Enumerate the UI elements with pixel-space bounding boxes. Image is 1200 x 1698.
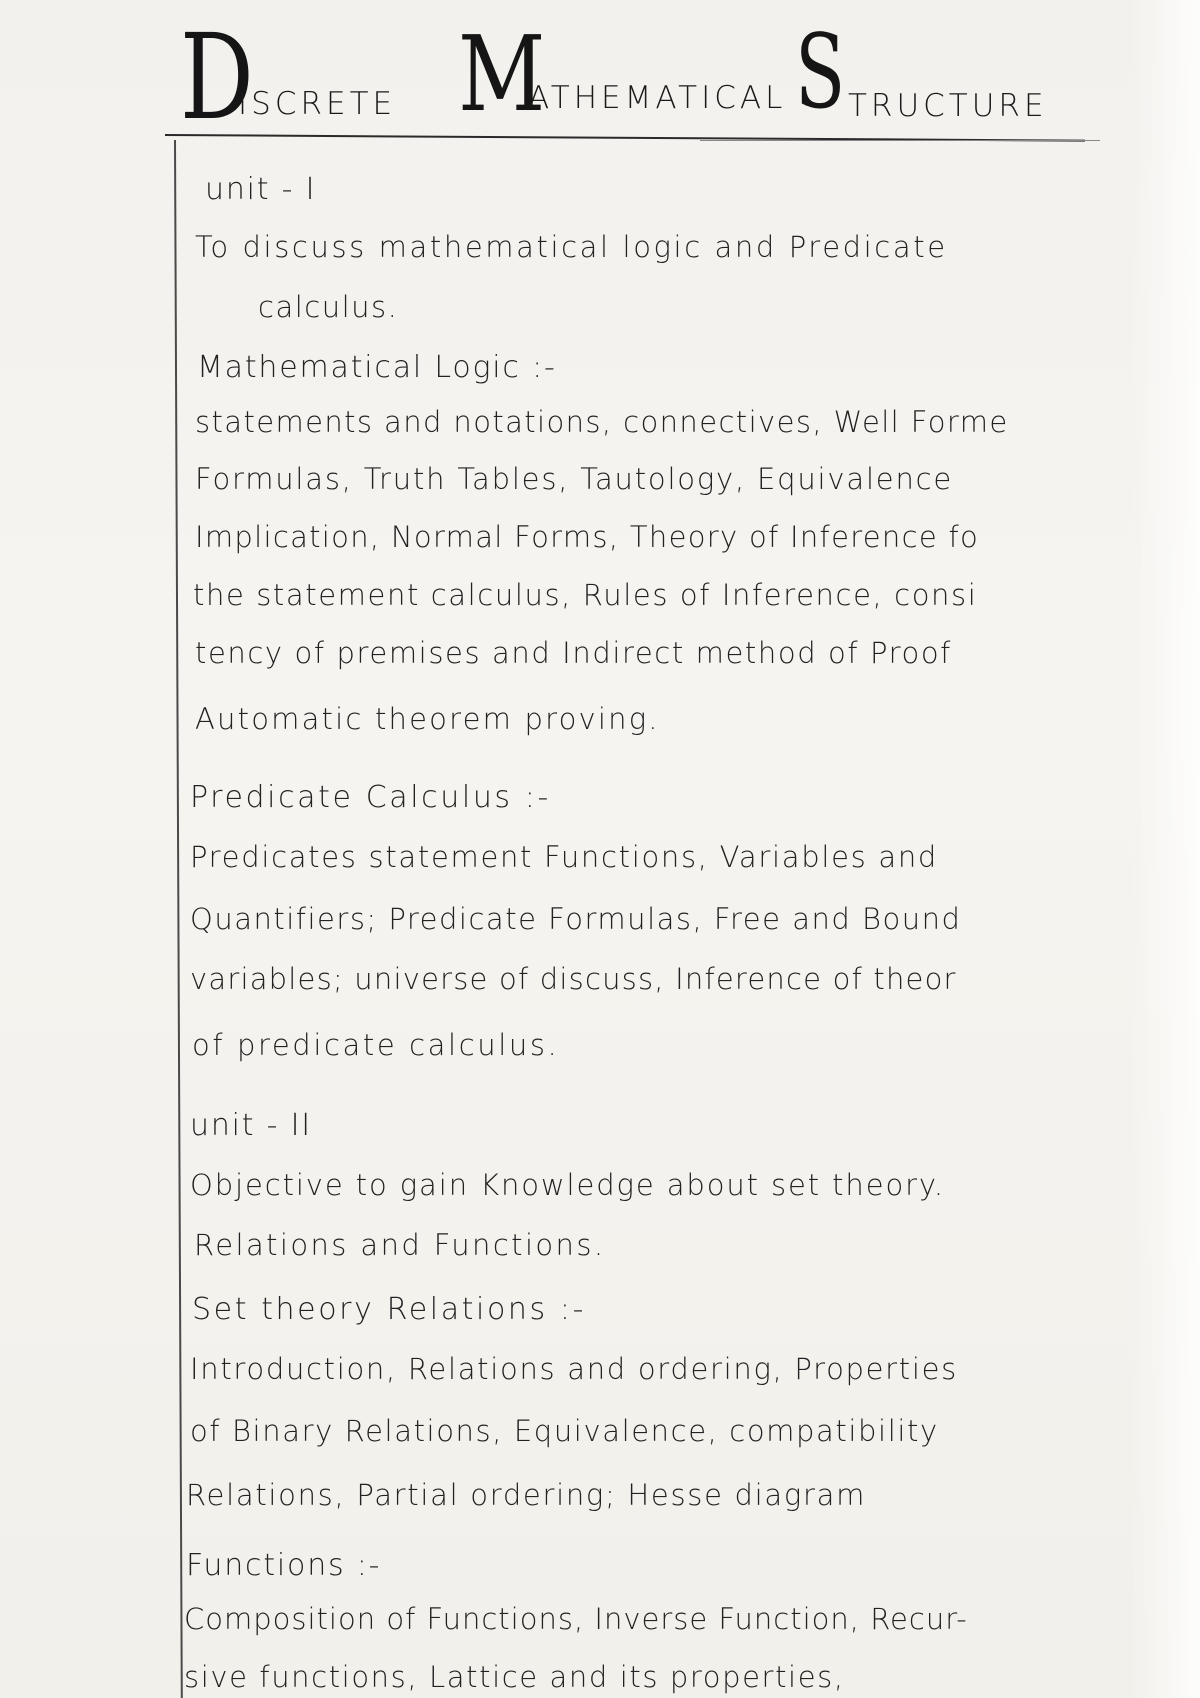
note-line: the statement calculus, Rules of Inference, consi <box>193 578 978 612</box>
note-line: sive functions, Lattice and its properties, <box>184 1660 845 1694</box>
note-line: of Binary Relations, Equivalence, compatibility <box>190 1414 939 1448</box>
note-line: Composition of Functions, Inverse Function, Recur- <box>184 1602 968 1636</box>
unit-1-heading: unit - I <box>205 172 317 207</box>
unit-2-heading: unit - II <box>190 1108 312 1143</box>
note-line: of predicate calculus. <box>192 1028 560 1062</box>
title-word-discrete: ISCRETE <box>238 86 397 122</box>
note-line: tency of premises and Indirect method of Proof <box>195 636 952 670</box>
note-line: Relations and Functions. <box>194 1228 606 1262</box>
mathematical-logic-heading: Mathematical Logic :- <box>197 350 557 385</box>
note-line: Predicates statement Functions, Variables and <box>190 840 939 874</box>
title-word-structure: TRUCTURE <box>848 88 1048 124</box>
note-line: Objective to gain Knowledge about set theory. <box>190 1168 945 1202</box>
title-initial-m: M <box>458 13 546 135</box>
note-line: Automatic theorem proving. <box>195 702 660 736</box>
title-word-mathematical: ATHEMATICAL <box>528 80 787 116</box>
note-line: Implication, Normal Forms, Theory of Inference fo <box>195 520 980 554</box>
set-theory-relations-heading: Set theory Relations :- <box>192 1292 587 1327</box>
title-initial-d: D <box>180 8 254 146</box>
margin-line <box>174 140 183 1698</box>
note-line: Introduction, Relations and ordering, Properties <box>190 1352 958 1386</box>
note-line: variables; universe of discuss, Inference of theor <box>190 962 957 996</box>
note-line: Formulas, Truth Tables, Tautology, Equivalence <box>195 462 954 496</box>
note-line: statements and notations, connectives, Well Forme <box>195 405 1009 439</box>
note-line: Quantifiers; Predicate Formulas, Free and Bound <box>190 902 962 936</box>
page-title <box>0 0 1200 150</box>
note-line: Relations, Partial ordering; Hesse diagram <box>186 1478 867 1512</box>
note-line: calculus. <box>258 290 399 324</box>
page-edge-shading <box>1130 0 1200 1698</box>
predicate-calculus-heading: Predicate Calculus :- <box>190 780 551 815</box>
title-underline-faint <box>700 140 1100 141</box>
functions-heading: Functions :- <box>186 1548 382 1583</box>
title-initial-s: S <box>795 13 846 132</box>
note-line: To discuss mathematical logic and Predicate <box>195 230 948 264</box>
